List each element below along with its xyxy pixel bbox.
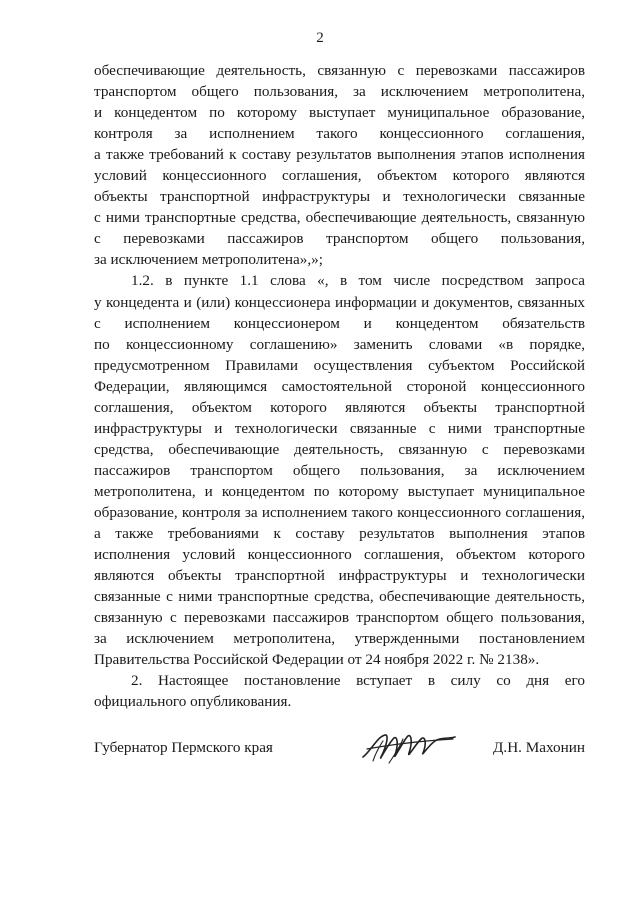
text-line: связанную с перевозками пассажиров транспортом общего пользования, [94, 609, 585, 627]
text-line: контроля за исполнением такого концессионного соглашения, [94, 125, 585, 143]
text-line: с ними транспортные средства, обеспечивающие деятельность, связанную [94, 209, 585, 227]
text-line: с исполнением концессионером и концедентом обязательств [94, 314, 585, 332]
text-line: у концедента и (или) концессионера информации и документов, связанных [94, 293, 585, 311]
text-line: за исключением метрополитена»,»; [94, 251, 323, 269]
text-line: а также требованиями к составу результатов выполнения этапов [94, 525, 585, 543]
text-line: связанные с ними транспортные средства, обеспечивающие деятельность, [94, 588, 585, 606]
signatory-name: Д.Н. Махонин [493, 739, 585, 756]
text-line: и концедентом по которому выступает муниципальное образование, [94, 104, 585, 122]
page-number: 2 [316, 30, 324, 46]
text-line: с перевозками пассажиров транспортом общего пользования, [94, 230, 585, 248]
text-line: инфраструктуры и технологически связанные с ними транспортные [94, 419, 585, 437]
text-line: транспортом общего пользования, за исключением метрополитена, [94, 83, 585, 101]
text-line: обеспечивающие деятельность, связанную с перевозками пассажиров [94, 62, 585, 79]
text-line: соглашения, объектом которого являются объекты транспортной [94, 398, 585, 416]
text-line: по концессионному соглашению» заменить словами «в порядке, [94, 335, 585, 353]
text-line: Федерации, являющимся самостоятельной стороной концессионного [94, 377, 585, 395]
text-line: предусмотренном Правилами осуществления субъектом Российской [94, 356, 585, 374]
text-line: условий концессионного соглашения, объектом которого являются [94, 167, 585, 185]
text-line: образование, контроля за исполнением такого концессионного соглашения, [94, 503, 585, 521]
text-line: метрополитена, и концедентом по которому выступает муниципальное [94, 482, 585, 500]
text-line: 1.2. в пункте 1.1 слова «, в том числе посредством запроса [131, 272, 585, 290]
text-line: объекты транспортной инфраструктуры и технологически связанные [94, 188, 585, 206]
signatory-title: Губернатор Пермского края [94, 739, 273, 756]
text-line: официального опубликования. [94, 693, 292, 711]
text-line: за исключением метрополитена, утвержденными постановлением [94, 630, 585, 648]
text-line: Правительства Российской Федерации от 24 ноября 2022 г. № 2138». [94, 651, 540, 669]
text-line: пассажиров транспортом общего пользования, за исключением [94, 461, 585, 479]
text-line: 2. Настоящее постановление вступает в силу со дня его [131, 672, 585, 690]
text-line: исполнения условий концессионного соглашения, объектом которого [94, 546, 585, 564]
text-line: а также требований к составу результатов выполнения этапов исполнения [94, 146, 585, 164]
handwritten-signature [359, 727, 459, 769]
text-line: средства, обеспечивающие деятельность, связанную с перевозками [94, 440, 585, 458]
signature-block [94, 733, 585, 773]
document-body [94, 60, 585, 712]
text-line: являются объекты транспортной инфраструктуры и технологически [94, 567, 585, 585]
